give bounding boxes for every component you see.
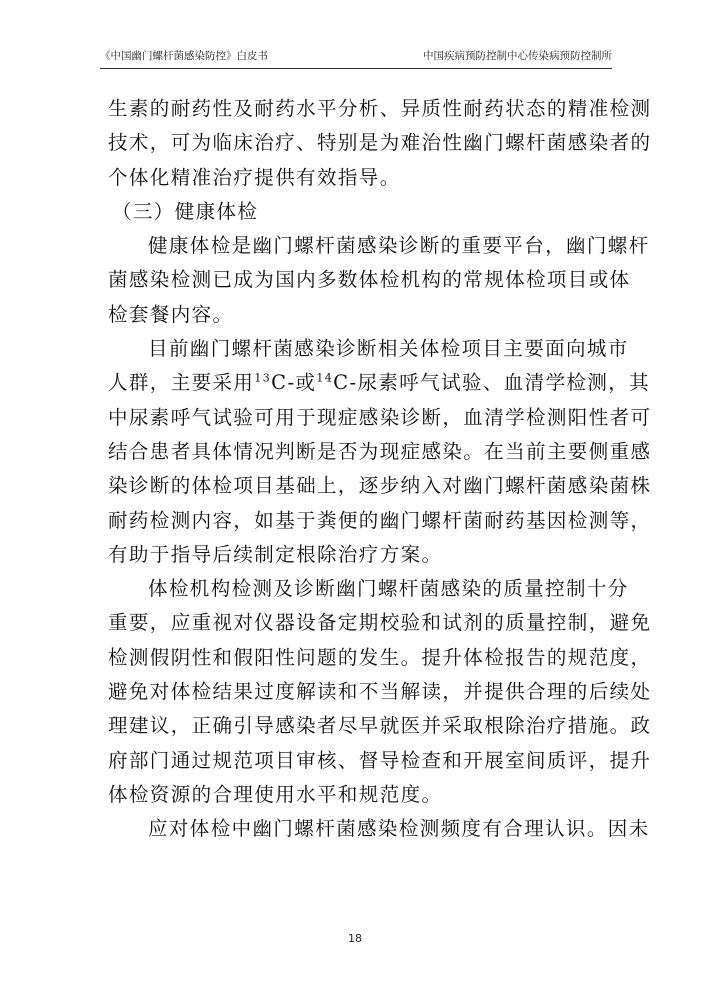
- section-heading: （三）健康体检: [112, 199, 259, 223]
- text-segment: 人群，主要采用: [108, 371, 255, 395]
- page-number: 18: [348, 932, 362, 945]
- page-body: [108, 92, 652, 847]
- text-line-with-isotopes: [108, 366, 651, 400]
- text-line: 重要，应重视对仪器设备定期校验和试剂的质量控制，避免: [108, 611, 652, 635]
- text-line: 检测假阴性和假阳性问题的发生。提升体检报告的规范度，: [108, 645, 652, 669]
- text-line: 体检资源的合理使用水平和规范度。: [108, 782, 443, 806]
- header-document-title: 《中国幽门螺杆菌感染防控》白皮书: [100, 50, 268, 62]
- text-segment: C-尿素呼气试验、血清学检测，其: [333, 371, 651, 395]
- isotope-superscript-13: 13: [254, 371, 272, 385]
- running-header: [100, 48, 612, 63]
- paragraph-1: [108, 92, 652, 195]
- text-line: 中尿素呼气试验可用于现症感染诊断，血清学检测阳性者可: [108, 405, 652, 429]
- text-line: 菌感染检测已成为国内多数体检机构的常规体检项目或体: [108, 268, 631, 292]
- text-segment: C-或: [271, 371, 317, 395]
- text-line: 府部门通过规范项目审核、督导检查和开展室间质评，提升: [108, 748, 652, 772]
- text-line: 理建议，正确引导感染者尽早就医并采取根除治疗措施。政: [108, 714, 652, 738]
- header-institution: 中国疾病预防控制中心传染病预防控制所: [423, 50, 612, 62]
- text-line: 生素的耐药性及耐药水平分析、异质性耐药状态的精准检测: [108, 97, 652, 120]
- header-divider: [100, 68, 612, 69]
- text-line: 检套餐内容。: [108, 302, 234, 326]
- text-line: 应对体检中幽门螺杆菌感染检测频度有合理认识。因未: [148, 817, 650, 841]
- text-line: 健康体检是幽门螺杆菌感染诊断的重要平台，幽门螺杆: [148, 234, 650, 258]
- text-line: 体检机构检测及诊断幽门螺杆菌感染的质量控制十分: [148, 577, 629, 601]
- text-line: 有助于指导后续制定根除治疗方案。: [108, 542, 443, 566]
- text-line: 结合患者具体情况判断是否为现症感染。在当前主要侧重感: [108, 439, 652, 463]
- isotope-superscript-14: 14: [316, 371, 334, 385]
- text-line: 个体化精准治疗提供有效指导。: [108, 165, 401, 189]
- text-line: 耐药检测内容，如基于粪便的幽门螺杆菌耐药基因检测等，: [108, 508, 652, 532]
- text-line: 技术，可为临床治疗、特别是为难治性幽门螺杆菌感染者的: [108, 131, 652, 155]
- paragraph-2: [108, 229, 650, 332]
- paragraph-4: [108, 572, 652, 812]
- paragraph-5: [108, 812, 650, 846]
- text-line: 目前幽门螺杆菌感染诊断相关体检项目主要面向城市: [148, 337, 629, 361]
- text-line: 染诊断的体检项目基础上，逐步纳入对幽门螺杆菌感染菌株: [108, 474, 652, 498]
- paragraph-3: [108, 332, 652, 572]
- text-line: 避免对体检结果过度解读和不当解读，并提供合理的后续处: [108, 680, 652, 704]
